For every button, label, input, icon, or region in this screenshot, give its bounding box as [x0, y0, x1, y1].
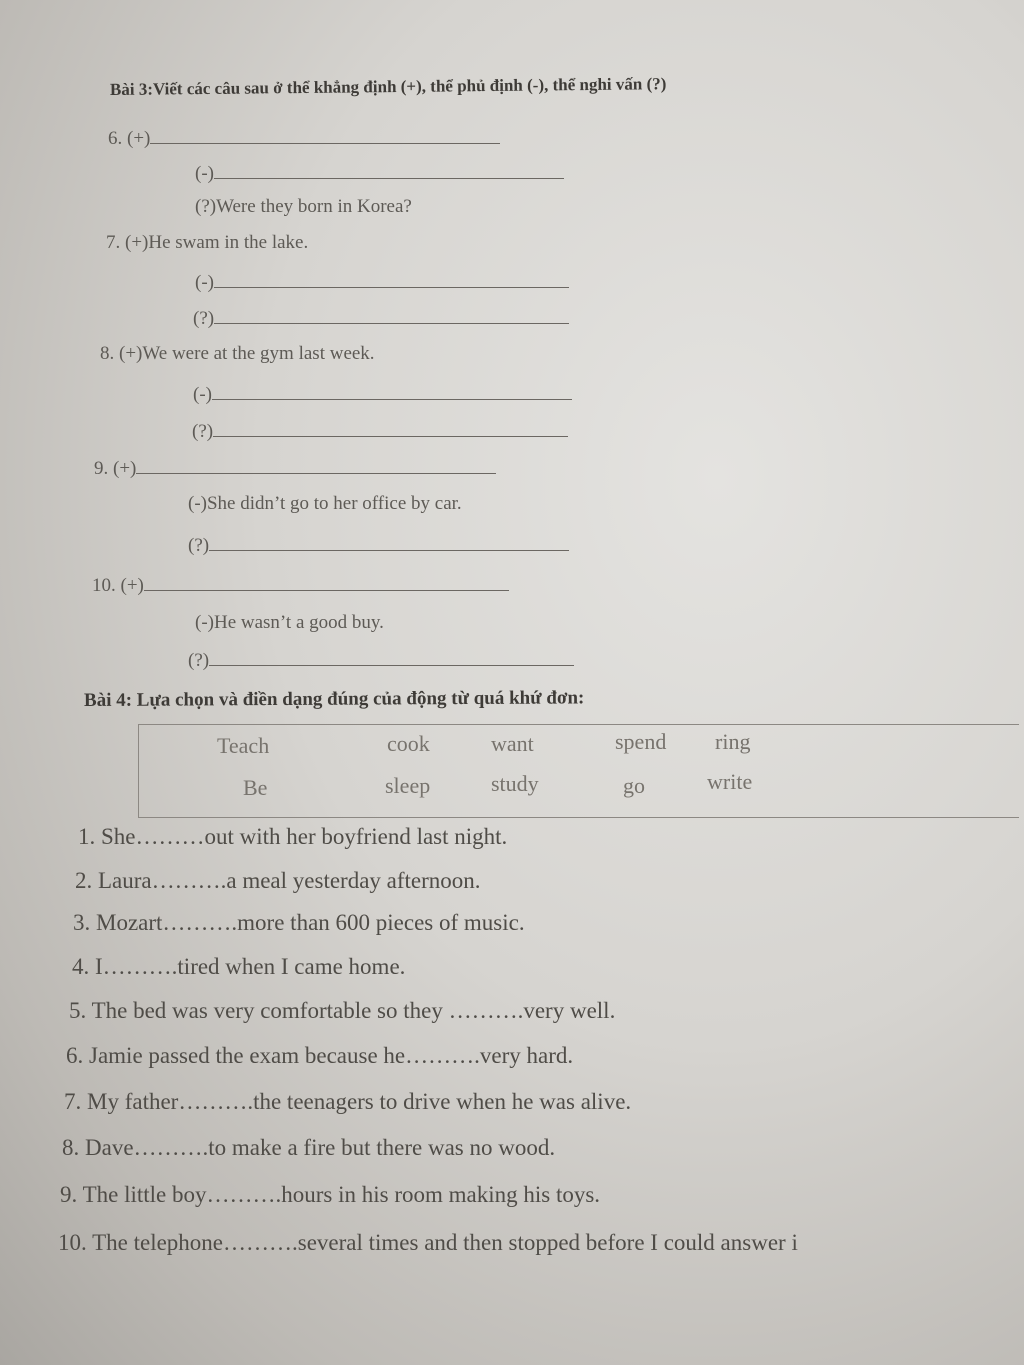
ex3-line-text: 9. (+) — [94, 458, 137, 479]
ex4-item-8: 8. Dave……….to make a fire but there was no wood. — [62, 1135, 556, 1160]
word-bank-box — [138, 724, 1019, 818]
word-bank-item: write — [707, 769, 753, 794]
word-bank-item: Be — [243, 775, 268, 800]
ex3-item-9-negative — [188, 493, 462, 515]
ex3-line-text: (-) — [195, 272, 214, 293]
ex3-line-text: (?) — [193, 308, 215, 329]
ex3-item-10-positive — [92, 575, 509, 597]
ex3-item-8-negative — [193, 384, 572, 406]
ex3-item-6-negative — [195, 163, 564, 185]
ex4-item-7: 7. My father……….the teenagers to drive when he was alive. — [64, 1089, 632, 1114]
ex4-item-5: 5. The bed was very comfortable so they ……….very well. — [69, 998, 616, 1023]
ex4-item-3: 3. Mozart……….more than 600 pieces of music. — [73, 910, 525, 935]
ex3-item-7-positive — [106, 232, 308, 254]
answer-blank — [136, 459, 496, 474]
ex3-item-10-question — [188, 650, 574, 672]
answer-blank — [214, 164, 564, 179]
ex3-line-text: (?) — [188, 650, 210, 671]
answer-blank — [144, 576, 509, 591]
word-bank-item: want — [491, 731, 534, 756]
word-bank-item: Teach — [217, 733, 270, 758]
ex3-line-text: (-)She didn’t go to her office by car. — [188, 493, 462, 514]
ex4-item-10: 10. The telephone……….several times and then stopped before I could answer i — [58, 1230, 798, 1255]
word-bank-item: ring — [715, 729, 751, 754]
ex3-item-9-positive — [94, 458, 496, 480]
exercise-4-heading: Bài 4: Lựa chọn và điền dạng đúng của động từ quá khứ đơn: — [83, 687, 585, 711]
ex3-line-text: 6. (+) — [108, 128, 151, 149]
word-bank-item: go — [623, 773, 645, 798]
ex3-line-text: (-) — [195, 163, 214, 184]
ex4-item-9: 9. The little boy……….hours in his room making his toys. — [60, 1182, 601, 1207]
word-bank-item: sleep — [385, 773, 431, 798]
ex3-item-9-question — [188, 535, 569, 557]
ex3-line-text: 10. (+) — [92, 575, 144, 596]
ex3-line-text: (?) — [192, 421, 214, 442]
ex3-item-6-question — [195, 196, 412, 218]
answer-blank — [212, 385, 572, 400]
ex3-item-8-positive — [100, 343, 375, 365]
word-bank-item: cook — [387, 731, 430, 756]
ex4-item-6: 6. Jamie passed the exam because he……….very hard. — [66, 1043, 574, 1068]
ex4-item-2: 2. Laura……….a meal yesterday afternoon. — [75, 868, 481, 893]
ex3-item-6-positive — [108, 128, 500, 150]
ex3-item-10-negative — [195, 612, 384, 634]
exercise-3-heading: Bài 3:Viết các câu sau ở thể khẳng định (+), thể phủ định (-), thể nghi vấn (?) — [109, 74, 667, 99]
answer-blank — [209, 536, 569, 551]
answer-blank — [209, 651, 574, 666]
answer-blank — [150, 129, 500, 144]
ex4-item-4: 4. I……….tired when I came home. — [72, 954, 406, 979]
answer-blank — [213, 422, 568, 437]
answer-blank — [214, 273, 569, 288]
ex3-item-7-question — [193, 308, 569, 330]
ex3-line-text: (?)Were they born in Korea? — [195, 196, 412, 217]
ex3-line-text: (-) — [193, 384, 212, 405]
word-bank-item: spend — [615, 729, 667, 754]
ex3-line-text: (?) — [188, 535, 210, 556]
ex4-item-1: 1. She………out with her boyfriend last night. — [78, 824, 508, 849]
answer-blank — [214, 309, 569, 324]
ex3-item-8-question — [192, 421, 568, 443]
ex3-line-text: 8. (+)We were at the gym last week. — [100, 343, 375, 364]
ex3-line-text: (-)He wasn’t a good buy. — [195, 612, 384, 633]
ex3-item-7-negative — [195, 272, 569, 294]
ex3-line-text: 7. (+)He swam in the lake. — [106, 232, 309, 253]
word-bank-item: study — [491, 771, 539, 796]
